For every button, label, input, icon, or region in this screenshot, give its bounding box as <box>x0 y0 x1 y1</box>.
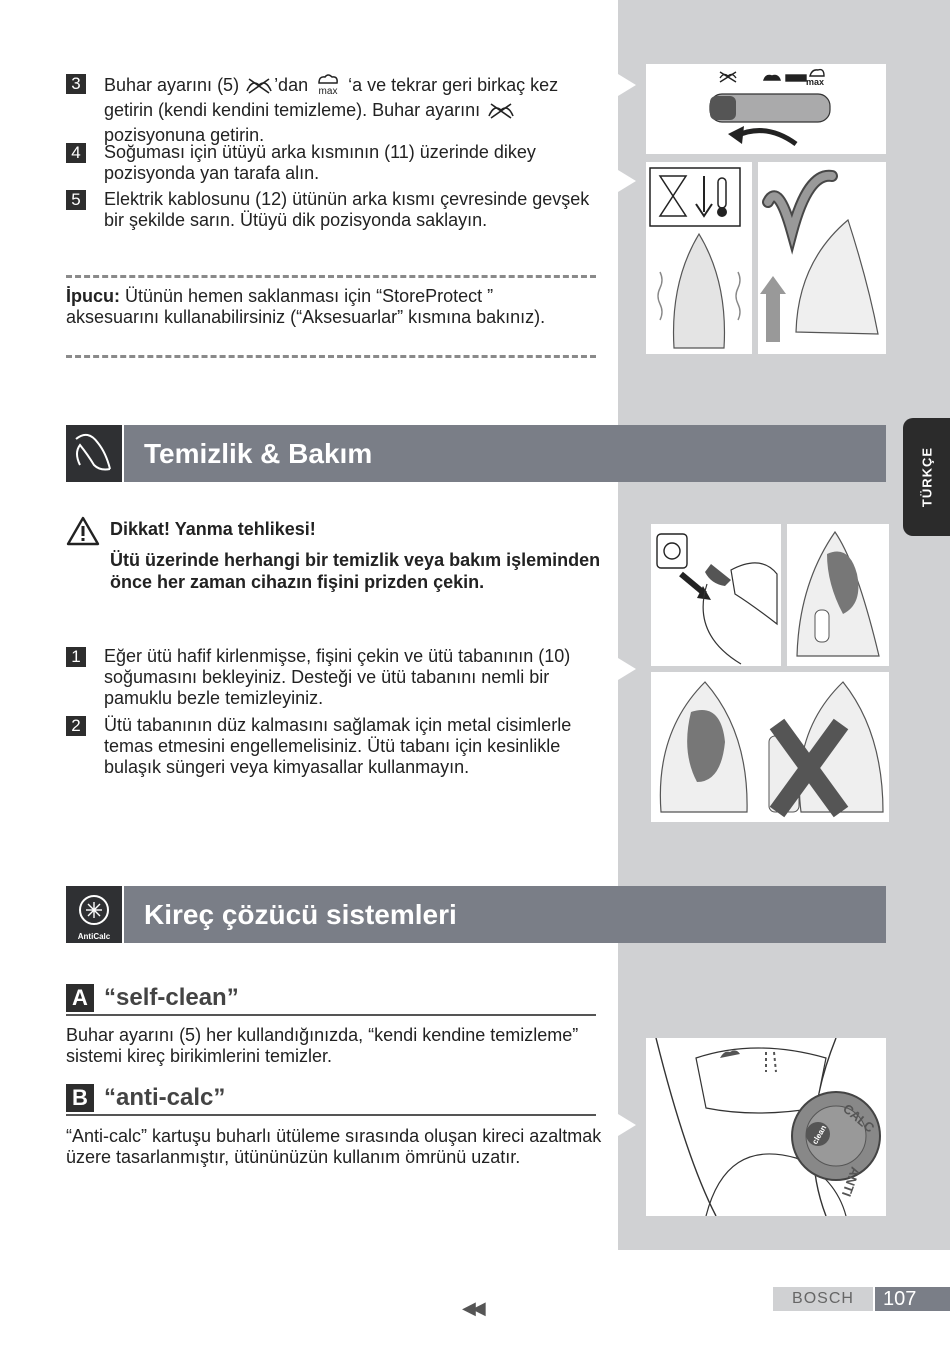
step-text: Eğer ütü hafif kirlenmişse, fişini çekin ve ütü tabanının (10) soğumasını bekleyiniz. Desteği ve ütü tabanını nemli bir pamuklu bezle temizleyiniz. <box>104 646 571 708</box>
section-banner-cleaning <box>124 425 886 482</box>
svg-text:CALC: CALC <box>840 1100 878 1136</box>
steam-max-icon <box>313 73 343 100</box>
pointer-arrow <box>618 74 636 96</box>
step-number: 5 <box>66 190 86 210</box>
steam-off-icon <box>485 102 517 125</box>
page-number: 107 <box>875 1287 950 1311</box>
warning-triangle-icon <box>66 516 100 551</box>
steam-dial-illustration <box>646 64 886 154</box>
step-number: 4 <box>66 143 86 163</box>
brand-label: BOSCH <box>773 1287 873 1311</box>
svg-text:max: max <box>806 77 825 87</box>
step-5 <box>66 189 606 231</box>
upright-iron-illustration <box>758 162 886 354</box>
anticalc-cartridge-illustration <box>646 1038 886 1216</box>
pointer-arrow <box>618 1114 636 1136</box>
tip-divider-top <box>66 275 596 278</box>
step-number: 2 <box>66 716 86 736</box>
wipe-iron-illustration <box>787 524 889 666</box>
cleaning-hand-icon <box>66 425 122 482</box>
pointer-arrow <box>618 658 636 680</box>
section-banner-anticalc <box>124 886 886 943</box>
subsection-b-text: “Anti-calc” kartuşu buharlı ütüleme sırasında oluşan kireci azaltmak üzere tasarlanmıştır, ütününüzün kullanım ömrünü uzatır. <box>66 1126 602 1167</box>
step-number: 3 <box>66 74 86 94</box>
step-text: Buhar ayarını (5) ’dan max ‘a ve tekrar geri birkaç kez getirin (kendi kendini temizleme). Buhar ayarını pozisyonuna getirin. <box>104 75 559 145</box>
svg-text:ANTI: ANTI <box>838 1164 864 1199</box>
subsection-a-text: Buhar ayarını (5) her kullandığınızda, “kendi kendine temizleme” sistemi kireç birikimlerini temizler. <box>66 1025 579 1066</box>
step-1 <box>66 646 606 709</box>
steam-off-icon <box>244 77 274 100</box>
pointer-arrow <box>618 170 636 192</box>
step-number: 1 <box>66 647 86 667</box>
step-4 <box>66 142 606 184</box>
step-text: Elektrik kablosunu (12) ütünün arka kısmı çevresinde gevşek bir şekilde sarın. Ütüyü dik pozisyonda saklayın. <box>104 189 590 230</box>
step-3 <box>66 73 606 146</box>
svg-text:AntiCalc: AntiCalc <box>77 932 111 941</box>
section-title: Temizlik & Bakım <box>144 438 373 469</box>
warning-body: Ütü üzerinde herhangi bir temizlik veya bakım işleminden önce her zaman cihazın fişini prizden çekin. <box>110 550 601 592</box>
subsection-a-heading: A “self-clean” <box>66 984 596 1016</box>
svg-text:max: max <box>318 86 338 95</box>
svg-text:clean: clean <box>810 1123 829 1146</box>
warning-heading: Dikkat! Yanma tehlikesi! <box>110 519 316 539</box>
language-tab: TÜRKÇE <box>903 418 950 536</box>
nav-back-icon[interactable]: ◀◀ <box>462 1298 482 1318</box>
section-title: Kireç çözücü sistemleri <box>144 899 457 930</box>
tip-text: İpucu: Ütünün hemen saklanması için “StoreProtect ” aksesuarını kullanabilirsiniz (“Aksesuarlar” kısmına bakınız). <box>66 286 546 327</box>
step-text: Soğuması için ütüyü arka kısmının (11) üzerinde dikey pozisyonda yan tarafa alın. <box>104 142 536 183</box>
step-text: Ütü tabanının düz kalmasını sağlamak için metal cisimlerle temas etmesini engellemelisiniz. Ütü tabanı için kesinlikle bulaşık süngeri veya kimyasallar kullanmayın. <box>104 715 572 777</box>
unplug-illustration <box>651 524 781 666</box>
soleplate-cleaning-illustration <box>651 672 889 822</box>
anticalc-icon <box>66 886 122 943</box>
subsection-b-heading: B “anti-calc” <box>66 1084 596 1116</box>
cooling-iron-illustration <box>646 162 752 354</box>
tip-divider-bottom <box>66 355 596 358</box>
step-2 <box>66 715 606 778</box>
